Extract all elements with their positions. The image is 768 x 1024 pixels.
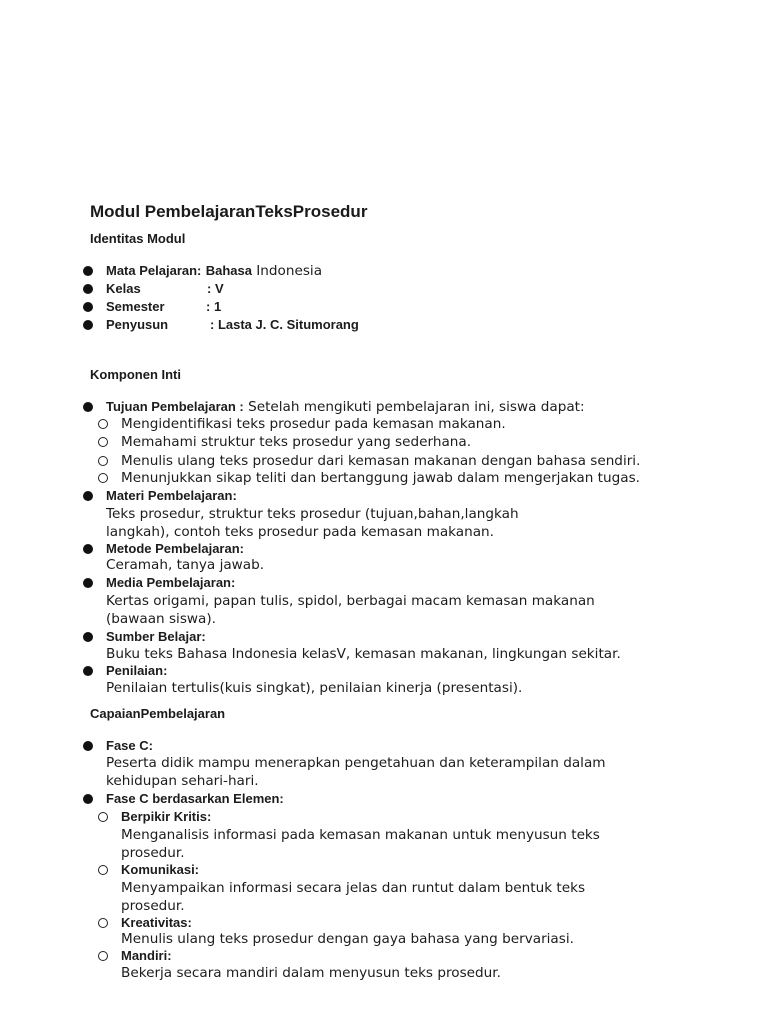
- list-item-penilaian: [0, 662, 768, 680]
- sumber-text-line: [0, 645, 768, 663]
- circle-bullet-icon: [98, 918, 108, 928]
- bullet-icon: [83, 491, 93, 501]
- sub-list-item-mandiri: [0, 947, 768, 965]
- tujuan-item-text: Menulis ulang teks prosedur dari kemasan makanan dengan bahasa sendiri.: [121, 453, 641, 469]
- materi-text: langkah), contoh teks prosedur pada kemasan makanan.: [106, 524, 494, 540]
- sub-list-item: [0, 452, 768, 470]
- media-label: Media Pembelajaran:: [106, 575, 236, 590]
- kelas-value: : V: [207, 281, 224, 296]
- mandiri-text: Bekerja secara mandiri dalam menyusun teks prosedur.: [121, 965, 501, 981]
- circle-bullet-icon: [98, 812, 108, 822]
- komunikasi-text-line: [0, 897, 768, 915]
- mata-pelajaran-value-bold: Bahasa: [205, 263, 252, 278]
- materi-text-line: [0, 505, 768, 523]
- list-item-kelas: [0, 280, 768, 298]
- tujuan-text: Setelah mengikuti pembelajaran ini, siswa dapat:: [248, 399, 585, 415]
- tujuan-item-text: Memahami struktur teks prosedur yang sederhana.: [121, 434, 472, 450]
- list-item-fase-c: [0, 737, 768, 755]
- kreativitas-text-line: [0, 930, 768, 948]
- list-item-media: [0, 574, 768, 592]
- circle-bullet-icon: [98, 865, 108, 875]
- list-item-sumber: [0, 628, 768, 646]
- sub-list-item: [0, 415, 768, 433]
- komunikasi-text-line: [0, 879, 768, 897]
- metode-text: Ceramah, tanya jawab.: [106, 557, 265, 573]
- mandiri-label: Mandiri:: [121, 948, 172, 963]
- sub-list-item-berpikir-kritis: [0, 808, 768, 826]
- sub-list-item: [0, 469, 768, 487]
- sumber-text: Buku teks Bahasa Indonesia kelasV, kemasan makanan, lingkungan sekitar.: [106, 646, 621, 662]
- materi-text-line: [0, 523, 768, 541]
- fase-text-line: [0, 754, 768, 772]
- circle-bullet-icon: [98, 951, 108, 961]
- sub-list-item-komunikasi: [0, 861, 768, 879]
- bullet-icon: [83, 544, 93, 554]
- capaian-heading: CapaianPembelajaran: [90, 706, 226, 721]
- kritis-text-line: [0, 844, 768, 862]
- mandiri-text-line: [0, 964, 768, 982]
- fase-text: Peserta didik mampu menerapkan pengetahuan dan keterampilan dalam: [106, 755, 606, 771]
- materi-label: Materi Pembelajaran:: [106, 488, 237, 503]
- penyusun-value: : Lasta J. C. Situmorang: [210, 317, 359, 332]
- komunikasi-text: Menyampaikan informasi secara jelas dan runtut dalam bentuk teks: [121, 880, 586, 896]
- kreativitas-text: Menulis ulang teks prosedur dengan gaya bahasa yang bervariasi.: [121, 931, 574, 947]
- fase-label: Fase C:: [106, 738, 153, 753]
- materi-text: Teks prosedur, struktur teks prosedur (tujuan,bahan,langkah: [106, 506, 519, 522]
- sub-list-item: [0, 433, 768, 451]
- list-item-materi: [0, 487, 768, 505]
- fase-text-line: [0, 772, 768, 790]
- bullet-icon: [83, 666, 93, 676]
- tujuan-item-text: Menunjukkan sikap teliti dan bertanggung jawab dalam mengerjakan tugas.: [121, 470, 640, 486]
- semester-value: : 1: [206, 299, 222, 314]
- bullet-icon: [83, 402, 93, 412]
- bullet-icon: [83, 741, 93, 751]
- fase-text: kehidupan sehari-hari.: [106, 773, 259, 789]
- bullet-icon: [83, 302, 93, 312]
- media-text: Kertas origami, papan tulis, spidol, berbagai macam kemasan makanan: [106, 593, 595, 609]
- kelas-label: Kelas: [106, 281, 141, 296]
- tujuan-item-text: Mengidentifikasi teks prosedur pada kemasan makanan.: [121, 416, 506, 432]
- bullet-icon: [83, 794, 93, 804]
- kritis-text: prosedur.: [121, 845, 185, 861]
- komunikasi-text: prosedur.: [121, 898, 185, 914]
- bullet-icon: [83, 632, 93, 642]
- semester-label: Semester: [106, 299, 165, 314]
- metode-text-line: [0, 556, 768, 574]
- circle-bullet-icon: [98, 473, 108, 483]
- media-text: (bawaan siswa).: [106, 611, 216, 627]
- mata-pelajaran-label: Mata Pelajaran:: [106, 263, 202, 278]
- kritis-text: Menganalisis informasi pada kemasan makanan untuk menyusun teks: [121, 827, 600, 843]
- identitas-heading: Identitas Modul: [90, 231, 186, 246]
- komponen-heading: Komponen Inti: [90, 367, 181, 382]
- list-item-penyusun: [0, 316, 768, 334]
- list-item-tujuan: [0, 398, 768, 416]
- list-item-semester: [0, 298, 768, 316]
- tujuan-label: Tujuan Pembelajaran :: [106, 399, 244, 414]
- sumber-label: Sumber Belajar:: [106, 629, 206, 644]
- kreativitas-label: Kreativitas:: [121, 915, 192, 930]
- elemen-label: Fase C berdasarkan Elemen:: [106, 791, 284, 806]
- bullet-icon: [83, 284, 93, 294]
- penyusun-label: Penyusun: [106, 317, 169, 332]
- list-item-fase-elemen: [0, 790, 768, 808]
- bullet-icon: [83, 578, 93, 588]
- bullet-icon: [83, 266, 93, 276]
- mata-pelajaran-value: Indonesia: [256, 263, 323, 279]
- media-text-line: [0, 592, 768, 610]
- metode-label: Metode Pembelajaran:: [106, 541, 244, 556]
- document-title: Modul PembelajaranTeksProsedur: [90, 202, 368, 221]
- media-text-line: [0, 610, 768, 628]
- circle-bullet-icon: [98, 437, 108, 447]
- komunikasi-label: Komunikasi:: [121, 862, 200, 877]
- penilaian-label: Penilaian:: [106, 663, 168, 678]
- list-item-mata-pelajaran: [0, 262, 768, 280]
- penilaian-text: Penilaian tertulis(kuis singkat), penilaian kinerja (presentasi).: [106, 680, 523, 696]
- circle-bullet-icon: [98, 419, 108, 429]
- penilaian-text-line: [0, 679, 768, 697]
- bullet-icon: [83, 320, 93, 330]
- circle-bullet-icon: [98, 456, 108, 466]
- kritis-label: Berpikir Kritis:: [121, 809, 212, 824]
- kritis-text-line: [0, 826, 768, 844]
